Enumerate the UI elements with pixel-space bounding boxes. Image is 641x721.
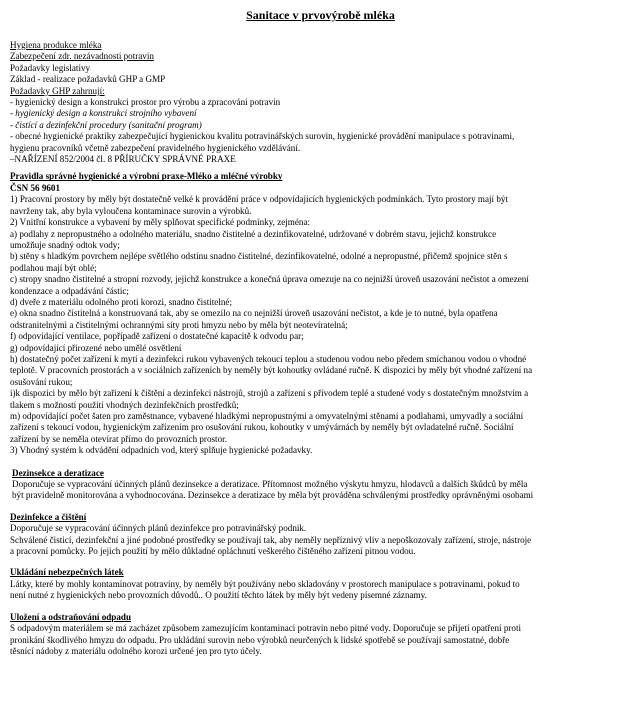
pravidla-line: b) stěny s hladkým povrchem nejlépe světlého odstínu snadno čistitelné, dezinfikovatelné, odolné a nepropustné, přičemž spojnice stěn s — [10, 251, 508, 262]
pravidla-line: osušování rukou; — [10, 376, 73, 387]
pravidla-line: m) odpovídající počet šaten pro zaměstnance, vybavené hladkými nepropustnými a omyvatelnými stěnami a podlahami, umyvadly a sociální — [10, 411, 524, 421]
pravidla-line: zařízení s tekoucí vodou, hygienickým zařízením pro osušování rukou, kohoutky v umývárnách by neměly být ovladatelné ručně. Sociální — [10, 422, 514, 433]
intro-line-10: hygienu pracovníků včetně zabezpečení pravidelného hygienického vzdělávání. — [10, 142, 301, 153]
pravidla-body — [10, 194, 631, 456]
pravidla-line: h) dostatečný počet zařízení k mytí a dezinfekci rukou vybavených tekoucí teplou a studenou vodou nebo předem smíchanou vodou o vhodné — [10, 353, 527, 364]
intro-section — [10, 40, 631, 165]
pravidla-line: zařízení by se neměla otevírat přímo do provozních prostor. — [10, 433, 227, 444]
dezinfekce-section — [10, 512, 631, 558]
intro-line-4: Základ - realizace požadavků GHP a GMP — [10, 74, 166, 85]
ukladani-title: Ukládání nebezpečných látek — [10, 567, 124, 578]
ulozeni-line: pronikání škodlivého hmyzu do odpadu. Pro ukládání surovin nebo výrobků neurčených k lidské spotřebě se používají samostatné, dobře — [10, 634, 510, 645]
intro-line-6: - hygienický design a konstrukci prostor pro výrobu a zpracování potravin — [10, 97, 281, 108]
ukladani-line: Látky, které by mohly kontaminovat potraviny, by neměly být používány nebo skladovány v prostorech manipulace s potravinami, pokud to — [10, 578, 520, 589]
dezinfekce-line: a pracovní pomůcky. Po jejich použití by mělo důkladné opláchnutí veškerého čištěného zařízení pitnou vodou. — [10, 546, 416, 557]
pravidla-line: umožňuje snadný odtok vody; — [10, 239, 120, 250]
intro-line-7: - hygienický design a konstrukci strojního vybavení — [10, 108, 197, 119]
intro-line-8: - čistící a dezinfekční procedury (sanitační program) — [10, 119, 202, 130]
ulozeni-title: Uložení a odstraňování odpadu — [10, 611, 132, 622]
ulozeni-line: těsnící nádoby z materiálu odolného korozi určené jen pro tyto účely. — [10, 645, 262, 656]
intro-line-5: Požadavky GHP zahrnují: — [10, 85, 105, 96]
intro-line-1: Hygiena produkce mléka — [10, 40, 102, 50]
pravidla-line: d) dveře z materiálu odolného proti korozi, snadno čistitelné; — [10, 296, 232, 307]
dezinfekce-title: Dezinfekce a čištění — [10, 511, 87, 522]
pravidla-line: a) podlahy z nepropustného a odolného materiálu, snadno čistitelné a dezinfikovatelné, udržované v dobrém stavu, jejichž konstrukce — [10, 228, 497, 239]
ukladani-line: není nutné z hygienických nebo provozních důvodů.. O použití těchto látek by měly být vedeny písemné záznamy. — [10, 590, 427, 601]
page-title: Sanitace v prvovýrobě mléka — [246, 8, 395, 22]
ulozeni-section — [10, 612, 631, 658]
intro-line-3: Požadavky legislativy — [10, 62, 91, 73]
intro-line-11: –NAŘÍZENÍ 852/2004 čl. 8 PŘÍRUČKY SPRÁVNÉ PRAXE — [10, 154, 236, 165]
pravidla-line: 2) Vnitřní konstrukce a vybavení by měly splňovat specifické podmínky, zejména: — [10, 217, 311, 228]
pravidla-line: podlahou mají být oblé; — [10, 262, 97, 273]
ulozeni-line: S odpadovým materiálem se má zacházet způsobem zamezujícím kontaminaci potravin nebo pitné vody. Doporučuje se přijetí opatření proti — [10, 623, 522, 634]
pravidla-title: Pravidla správné hygienické a výrobní praxe-Mléko a mléčné výrobky — [10, 171, 283, 182]
dezinfekce-line: Schválené čisticí, dezinfekční a jiné podobné prostředky se používají tak, aby neměly nepříznivý vliv a nepoškozovaly zařízení, stroje, nástroje — [10, 534, 532, 545]
dezinsekce-section — [10, 468, 631, 502]
pravidla-line: tlakem s možností použití vhodných dezinfekčních prostředků; — [10, 399, 239, 410]
pravidla-section — [10, 171, 631, 456]
pravidla-line: f) odpovídající ventilace, popřípadě zařízení o dostatečné kapacitě k odvodu par; — [10, 331, 304, 342]
pravidla-line: 1) Pracovní prostory by měly být dostatečně velké k provádění práce v odpovídajících hygienických podmínkách. Tyto prostory mají být — [10, 194, 508, 205]
pravidla-line: navrženy tak, aby byla vyloučena kontaminace surovin a výrobků. — [10, 205, 252, 216]
pravidla-line: e) okna snadno čistitelná a konstruovaná tak, aby se omezilo na co nejnižší úroveň usazování nečistot, a kde je to nutné, byla opatřena — [10, 308, 498, 319]
dezinfekce-line: Doporučuje se vypracování účinných plánů dezinfekce pro potravinářský podnik. — [10, 523, 307, 534]
pravidla-line: odstranitelnými a čistitelnými ochrannými síty proti hmyzu nebo by měla být neotevíratelná; — [10, 319, 348, 330]
pravidla-line: g) odpovídající přirozené nebo umělé osvětlení — [10, 342, 182, 353]
pravidla-line: teplotě. V pracovních prostorách a v sociálních zařízeních by neměly být kohoutky ovládané ručně. K dispozici by měly být vhodné zařízení na — [10, 365, 533, 376]
pravidla-line: 3) Vhodný systém k odvádění odpadních vod, který splňuje hygienické požadavky. — [10, 445, 313, 456]
intro-line-2: Zabezpečení zdr. nezávadnosti potravin — [10, 51, 154, 62]
ukladani-section — [10, 567, 631, 601]
intro-line-9: - obecné hygienické praktiky zabezpečující hygienickou kvalitu potravinářských surovin, hygienické provádění manipulace s potravinami, — [10, 131, 515, 142]
pravidla-line: i)k dispozici by mělo být zařízení k čištění a dezinfekci nástrojů, strojů a zařízení s přívodem teplé a studené vody s dostatečným množstvím a — [10, 388, 529, 399]
dezinsekce-line: Doporučuje se vypracování účinných plánů dezinsekce a deratizace. Přítomnost možného výskytu hmyzu, hlodavců a dalších škůdců by měla — [12, 479, 528, 490]
pravidla-line: c) stropy snadno čistitelné a stropní rozvody, jejichž konstrukce a konečná úprava omezuje na co nejnižší úroveň usazování nečistot a omezení — [10, 274, 529, 285]
pravidla-line: kondenzace a odpadávání částic; — [10, 285, 129, 296]
dezinsekce-title: Dezinsekce a deratizace — [12, 467, 104, 478]
csn-label: ČSN 56 9601 — [10, 182, 61, 193]
dezinsekce-line: být pravidelně monitorována a vyhodnocována. Dezinsekce a deratizace by měla být prováděna schválenými prostředky oprávněnými osobami — [12, 490, 534, 501]
